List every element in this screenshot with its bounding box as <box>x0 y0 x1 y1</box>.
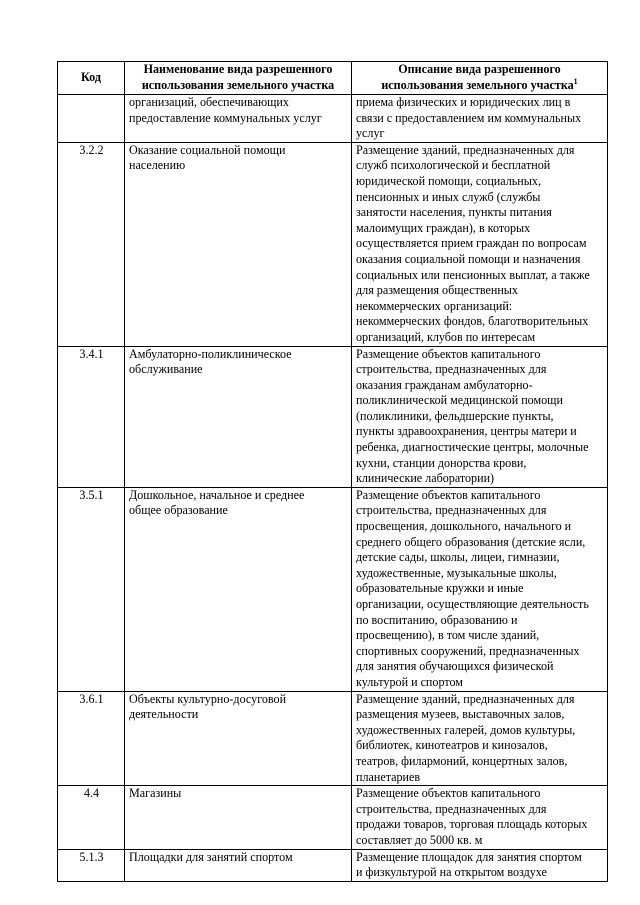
row-description-line: художественных галерей, домов культуры, <box>356 722 576 737</box>
row-description-line: услуг <box>356 126 385 141</box>
header-description <box>352 62 608 95</box>
row-description-line: пенсионных и иных служб (службы <box>356 189 541 204</box>
land-use-table <box>57 61 608 882</box>
row-description-line: художественные, музыкальные школы, <box>356 565 557 580</box>
row-code: 4.4 <box>58 786 125 849</box>
row-description-line: по воспитанию, образованию и <box>356 612 518 627</box>
table-row <box>58 95 608 143</box>
row-description-line: библиотек, кинотеатров и кинозалов, <box>356 738 548 753</box>
row-description-line: юридической помощи, социальных, <box>356 173 541 188</box>
row-description-line: строительства, предназначенных для <box>356 801 547 816</box>
row-description-line: Размещение объектов капитального <box>356 786 541 801</box>
row-code: 5.1.3 <box>58 849 125 881</box>
row-description-line: некоммерческих организаций: <box>356 298 513 313</box>
footnote-marker: 1 <box>573 77 578 86</box>
row-description-line: кухни, станции донорства крови, <box>356 455 527 470</box>
row-name-line: Амбулаторно-поликлиническое <box>129 346 292 361</box>
row-description-line: театров, филармоний, концертных залов, <box>356 753 568 768</box>
row-description-line: ребенка, диагностические центры, молочные <box>356 440 589 455</box>
table-row <box>58 786 608 849</box>
row-name-line: организаций, обеспечивающих <box>129 95 289 109</box>
row-name-line: Объекты культурно-досуговой <box>129 691 287 706</box>
row-description <box>352 849 608 881</box>
row-description <box>352 786 608 849</box>
row-description-line: оказания социальной помощи и назначения <box>356 251 581 266</box>
table-row <box>58 346 608 487</box>
row-description-line: Размещение зданий, предназначенных для <box>356 691 575 706</box>
row-description-line: малоимущих граждан), в которых <box>356 220 531 235</box>
row-description-line: некоммерческих фондов, благотворительных <box>356 314 589 329</box>
row-code: 3.6.1 <box>58 691 125 786</box>
row-name <box>125 786 352 849</box>
row-description-line: (поликлиники, фельдшерские пункты, <box>356 408 554 423</box>
header-name <box>125 62 352 95</box>
row-description-line: детские сады, школы, лицеи, гимназии, <box>356 550 560 565</box>
table-row <box>58 849 608 881</box>
row-description-line: занятости населения, пункты питания <box>356 205 552 220</box>
row-description-line: пункты здравоохранения, центры матери и <box>356 424 577 439</box>
row-description-line: строительства, предназначенных для <box>356 503 547 518</box>
row-description-line: для занятия обучающихся физической <box>356 659 554 674</box>
header-name-line: Наименование вида разрешенного <box>143 62 333 77</box>
row-description-line: составляет до 5000 кв. м <box>356 832 483 847</box>
row-description-line: Размещение зданий, предназначенных для <box>356 142 575 157</box>
row-description-line: социальных или пенсионных выплат, а также <box>356 267 590 282</box>
header-name-line: использования земельного участка <box>141 78 335 92</box>
row-name <box>125 849 352 881</box>
row-description-line: Размещение площадок для занятия спортом <box>356 849 582 864</box>
table-body <box>58 95 608 882</box>
row-description-line: продажи товаров, торговая площадь которых <box>356 817 588 832</box>
row-description <box>352 691 608 786</box>
row-name-line: Площадки для занятий спортом <box>129 849 293 864</box>
row-description-line: организаций, клубов по интересам <box>356 329 536 344</box>
row-description-line: организации, осуществляющие деятельность <box>356 597 589 611</box>
row-code: 3.4.1 <box>58 346 125 487</box>
row-name <box>125 95 352 143</box>
row-name-line: населению <box>129 158 186 173</box>
table-row <box>58 691 608 786</box>
row-name-line: Дошкольное, начальное и среднее <box>129 487 305 502</box>
row-description-line: культурой и спортом <box>356 674 463 689</box>
row-name-line: предоставление коммунальных услуг <box>129 110 322 125</box>
row-description-line: спортивных сооружений, предназначенных <box>356 643 580 658</box>
row-description-line: просвещению), в том числе зданий, <box>356 628 540 643</box>
row-description-line: поликлинической медицинской помощи <box>356 393 563 408</box>
row-name <box>125 691 352 786</box>
row-description-line: Размещение объектов капитального <box>356 346 541 361</box>
header-code: Код <box>58 62 125 95</box>
row-code <box>58 95 125 143</box>
row-name-line: деятельности <box>129 707 199 722</box>
row-description <box>352 346 608 487</box>
row-description-line: размещения музеев, выставочных залов, <box>356 707 565 722</box>
row-description <box>352 95 608 143</box>
row-name-line: Магазины <box>129 786 182 801</box>
row-description-line: служб психологической и бесплатной <box>356 158 551 173</box>
row-description-line: связи с предоставлением им коммунальных <box>356 110 582 125</box>
row-description-line: приема физических и юридических лиц в <box>356 95 571 109</box>
row-name <box>125 142 352 346</box>
row-description-line: оказания гражданам амбулаторно- <box>356 377 533 392</box>
header-description-line: использования земельного участка$^1$ <box>381 77 578 92</box>
row-name <box>125 487 352 691</box>
row-name-line: Оказание социальной помощи <box>129 142 286 157</box>
header-description-line: Описание вида разрешенного <box>398 62 561 77</box>
row-description-line: осуществляется прием граждан по вопросам <box>356 236 587 251</box>
row-description-line: среднего общего образования (детские ясли, <box>356 534 586 549</box>
row-description <box>352 142 608 346</box>
row-code: 3.2.2 <box>58 142 125 346</box>
document-page <box>57 61 607 882</box>
row-code: 3.5.1 <box>58 487 125 691</box>
row-name-line: общее образование <box>129 503 228 518</box>
row-name-line: обслуживание <box>129 362 203 377</box>
row-name <box>125 346 352 487</box>
row-description-line: клинические лаборатории) <box>356 471 495 486</box>
row-description <box>352 487 608 691</box>
table-row <box>58 487 608 691</box>
row-description-line: и физкультурой на открытом воздухе <box>356 865 547 880</box>
row-description-line: просвещения, дошкольного, начального и <box>356 519 572 534</box>
row-description-line: планетариев <box>356 769 421 784</box>
table-header-row <box>58 62 608 95</box>
row-description-line: образовательные кружки и иные <box>356 581 524 596</box>
row-description-line: Размещение объектов капитального <box>356 487 541 502</box>
row-description-line: строительства, предназначенных для <box>356 362 547 377</box>
row-description-line: для размещения общественных <box>356 283 518 298</box>
table-row <box>58 142 608 346</box>
